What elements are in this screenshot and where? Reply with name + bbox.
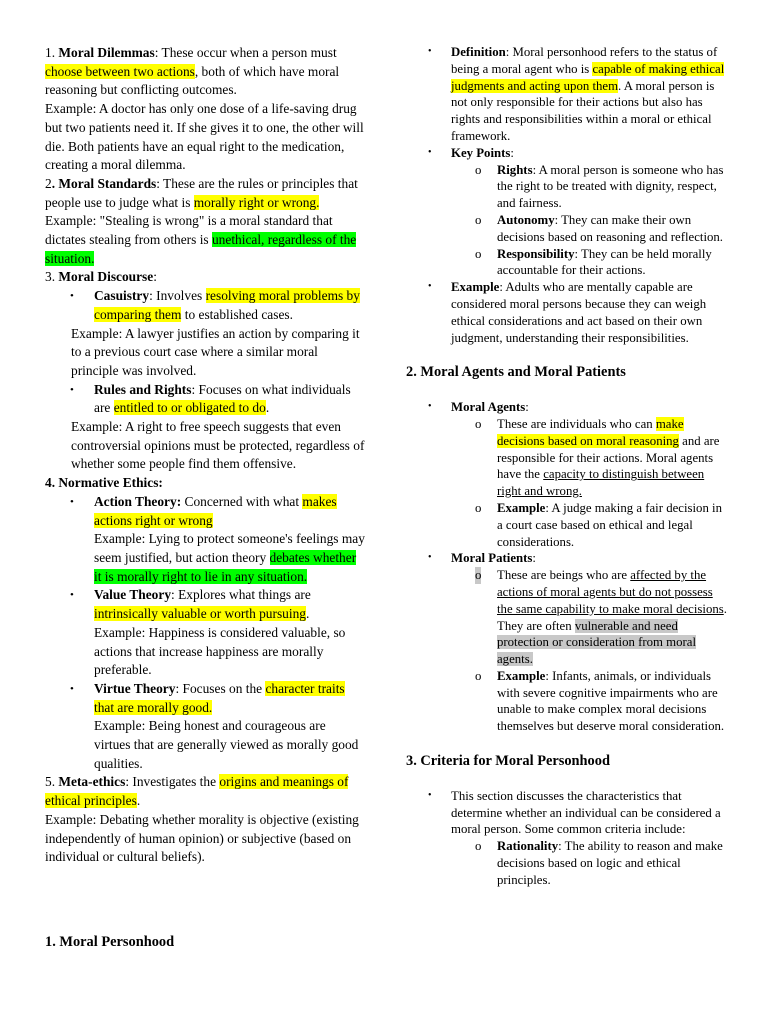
moral-patients-example: o Example: Infants, animals, or individuals with severe cognitive impairments who are unable to make complex moral decisions themselves but deserve moral consideration. bbox=[475, 668, 725, 734]
sub-bullet-icon: o bbox=[475, 500, 482, 515]
normative-ethics-heading: 4. Normative Ethics: bbox=[45, 475, 163, 491]
rationality-subitem: o Rationality: The ability to reason and make decisions based on logic and ethical principles. bbox=[475, 839, 723, 887]
moral-agents-description: o These are individuals who can make decisions based on moral reasoning and are responsible for their actions. Moral agents have the capacity to distinguish between right and wrong. bbox=[475, 416, 720, 499]
moral-personhood-heading: 1. Moral Personhood bbox=[45, 933, 175, 950]
bullet-icon: • bbox=[428, 552, 432, 564]
moral-agents-item: • Moral Agents: bbox=[428, 400, 529, 415]
sub-bullet-icon: o bbox=[475, 839, 482, 854]
moral-standards-paragraph: 2. Moral Standards: These are the rules or principles that people use to judge what is morally right or wrong. bbox=[45, 175, 358, 210]
value-theory-item: • Value Theory: Explores what things are intrinsically valuable or worth pursuing. Example: Happiness is considered valuable, so actions that increase happiness are morally preferable. bbox=[70, 587, 346, 678]
definition-item: • Definition: Moral personhood refers to the status of being a moral agent who is capable of making ethical judgments and acting upon them. A moral person is not only responsible for their actions but also has rights and responsibilities within a moral or ethical framework. bbox=[428, 45, 725, 143]
rules-rights-item: • Rules and Rights: Focuses on what individuals are entitled to or obligated to do. bbox=[70, 381, 351, 416]
bullet-icon: • bbox=[428, 281, 432, 293]
sub-bullet-icon: o bbox=[475, 162, 482, 177]
moral-dilemmas-paragraph: 1. Moral Dilemmas: These occur when a person must choose between two actions, both of which have moral reasoning but conflicting outcomes. bbox=[45, 45, 340, 98]
virtue-theory-item: • Virtue Theory: Focuses on the character traits that are morally good. Example: Being honest and courageous are virtues that are generally viewed as morally good qualities. bbox=[70, 680, 359, 771]
casuistry-item: • Casuistry: Involves resolving moral problems by comparing them to established cases. bbox=[70, 288, 360, 322]
responsibility-subitem: o Responsibility: They can be held morally accountable for their actions. bbox=[475, 246, 712, 278]
sub-bullet-icon: o bbox=[475, 668, 482, 683]
right-column bbox=[406, 44, 728, 889]
rules-rights-example: Example: A right to free speech suggests that even controversial opinions must be protected, regardless of whether some people find them offensive. bbox=[71, 419, 365, 472]
bullet-icon: • bbox=[70, 589, 74, 602]
meta-ethics-example: Example: Debating whether morality is objective (existing independently of human opinion) or subjective (based on individual or cultural beliefs). bbox=[45, 811, 359, 865]
moral-discourse-heading: 3. Moral Discourse: bbox=[45, 269, 157, 285]
sub-bullet-icon: o bbox=[475, 212, 482, 227]
key-points-item: • Key Points: bbox=[428, 145, 514, 160]
action-theory-item: • Action Theory: Concerned with what makes actions right or wrong Example: Lying to protect someone's feelings may seem justified, but action theory debates whether it is morally right to lie in any situation. bbox=[70, 493, 365, 584]
bullet-icon: • bbox=[428, 401, 432, 413]
moral-dilemmas-example: Example: A doctor has only one dose of a life-saving drug but two patients need it. If she gives it to one, the other will die. Both patients have an equal right to the medication, creating a moral dilemma. bbox=[45, 101, 364, 173]
sub-bullet-icon: o bbox=[475, 416, 482, 431]
bullet-icon: • bbox=[428, 46, 432, 57]
meta-ethics-paragraph: 5. Meta-ethics: Investigates the origins and meanings of ethical principles. bbox=[45, 774, 349, 809]
casuistry-example: Example: A lawyer justifies an action by comparing it to a previous court case where a similar moral principle was involved. bbox=[71, 325, 360, 378]
rights-subitem: o Rights: A moral person is someone who has the right to be treated with dignity, respect, and fairness. bbox=[475, 162, 724, 211]
bullet-icon: • bbox=[70, 495, 74, 508]
bullet-icon: • bbox=[428, 789, 432, 801]
moral-standards-example: Example: "Stealing is wrong" is a moral standard that dictates stealing from others is unethical, regardless of the situation. bbox=[45, 213, 357, 266]
moral-patients-description: o These are beings who are affected by the actions of moral agents but do not possess the same capability to make moral decisions. They are often vulnerable and need protection or consideration from moral agents. bbox=[475, 568, 727, 667]
moral-patients-item: • Moral Patients: bbox=[428, 551, 536, 566]
sub-bullet-icon: o bbox=[475, 568, 482, 583]
bullet-icon: • bbox=[70, 682, 74, 695]
agents-patients-heading: 2. Moral Agents and Moral Patients bbox=[406, 364, 626, 381]
bullet-icon: • bbox=[70, 383, 74, 396]
criteria-heading: 3. Criteria for Moral Personhood bbox=[406, 753, 610, 770]
example-item: • Example: Adults who are mentally capable are considered moral persons because they can weigh ethical considerations and act based on their own judgment, understanding their responsibilities. bbox=[428, 280, 707, 345]
left-column bbox=[45, 44, 365, 952]
autonomy-subitem: o Autonomy: They can make their own decisions based on reasoning and reflection. bbox=[475, 212, 724, 244]
bullet-icon: • bbox=[428, 146, 432, 158]
sub-bullet-icon: o bbox=[475, 246, 482, 261]
bullet-icon: • bbox=[70, 290, 74, 303]
criteria-item: • This section discusses the characteristics that determine whether an individual can be considered a moral person. Some common criteria include: bbox=[428, 788, 721, 837]
moral-agents-example: o Example: A judge making a fair decision in a court case based on ethical and legal considerations. bbox=[475, 500, 722, 549]
